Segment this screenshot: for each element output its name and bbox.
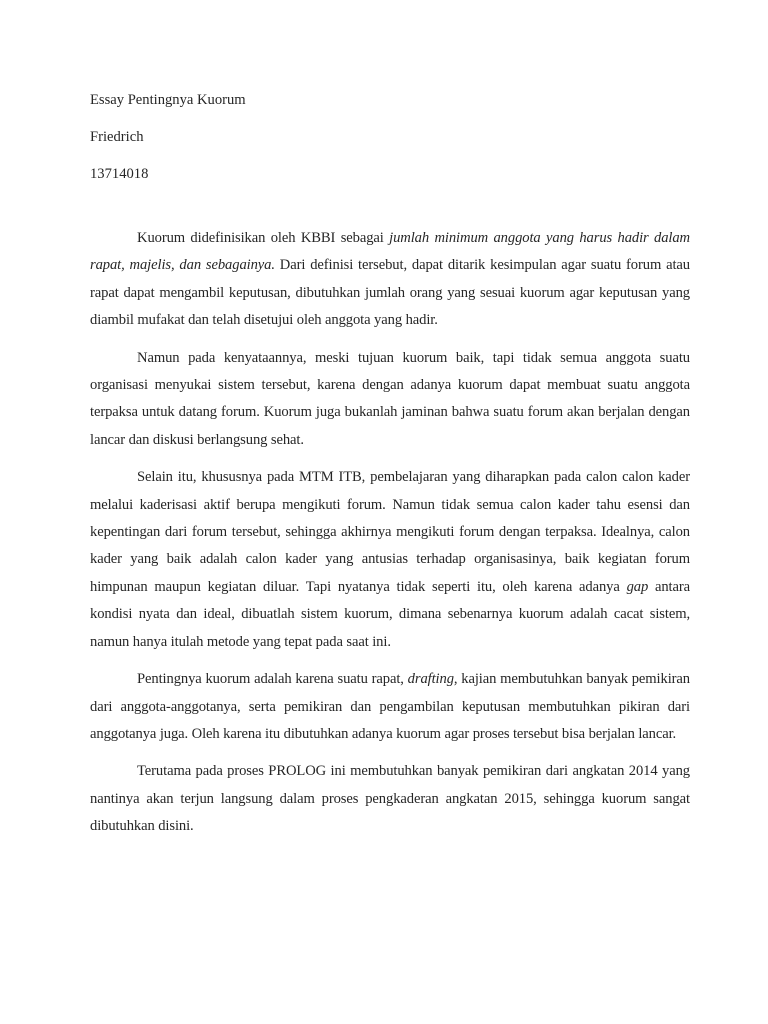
paragraph-5-text: Terutama pada proses PROLOG ini membutuhkan banyak pemikiran dari angkatan 2014 yang nantinya akan terjun langsung dalam proses pengkaderan angkatan 2015, sehingga kuorum sangat dibutuhkan disini. (90, 763, 690, 835)
paragraph-3-text-c: antara kondisi nyata dan ideal, dibuatlah sistem kuorum, dimana sebenarnya kuorum adalah cacat sistem, namun hanya itulah metode yang tepat pada saat ini. (90, 578, 690, 650)
essay-title: Essay Pentingnya Kuorum (90, 92, 246, 108)
paragraph-1 (90, 225, 690, 335)
paragraph-3-text-a: Selain itu, khususnya pada MTM ITB, pembelajaran yang diharapkan pada calon calon kader melalui kaderisasi aktif berupa mengikuti forum. Namun tidak semua calon kader tahu esensi dan kepentingan dari forum tersebut, sehingga akhirnya mengikuti forum dengan terpaksa. Idealnya, calon kader yang baik adalah calon kader yang antusias terhadap organisasinya, baik kegiatan forum himpunan maupun kegiatan diluar. Tapi nyatanya tidak seperti itu, oleh karena adanya (90, 469, 690, 595)
kbbi-definition: jumlah minimum anggota yang harus hadir dalam rapat, majelis, dan sebagainya. (90, 230, 690, 274)
document-page (90, 90, 690, 851)
student-id: 13714018 (90, 166, 149, 182)
paragraph-2-text: Namun pada kenyataannya, meski tujuan kuorum baik, tapi tidak semua anggota suatu organisasi menyukai sistem tersebut, karena dengan adanya kuorum dapat membuat suatu anggota terpaksa untuk datang forum. Kuorum juga bukanlah jaminan bahwa suatu forum akan berjalan dengan lancar dan diskusi berlangsung sehat. (90, 349, 690, 448)
paragraph-4-text-c: , kajian membutuhkan banyak pemikiran dari anggota-anggotanya, serta pemikiran dan pengambilan keputusan membutuhkan pikiran dari anggotanya juga. Oleh karena itu dibutuhkan adanya kuorum agar proses tersebut bisa berjalan lancar. (90, 671, 690, 742)
paragraph-1-text-a: Kuorum didefinisikan oleh KBBI sebagai (137, 230, 390, 246)
paragraph-1-text-c: Dari definisi tersebut, dapat ditarik kesimpulan agar suatu forum atau rapat dapat mengambil keputusan, dibutuhkan jumlah orang yang sesuai kuorum agar keputusan yang diambil mufakat dan telah disetujui oleh anggota yang hadir. (90, 257, 690, 329)
paragraph-2 (90, 345, 690, 455)
paragraph-4-text-a: Pentingnya kuorum adalah karena suatu rapat, (137, 671, 408, 688)
gap-term: gap (626, 578, 649, 595)
essay-body (90, 225, 690, 841)
paragraph-5 (90, 758, 690, 840)
paragraph-3 (90, 464, 690, 656)
paragraph-4 (90, 666, 690, 748)
author-name: Friedrich (90, 129, 144, 145)
drafting-term: drafting (407, 671, 454, 688)
